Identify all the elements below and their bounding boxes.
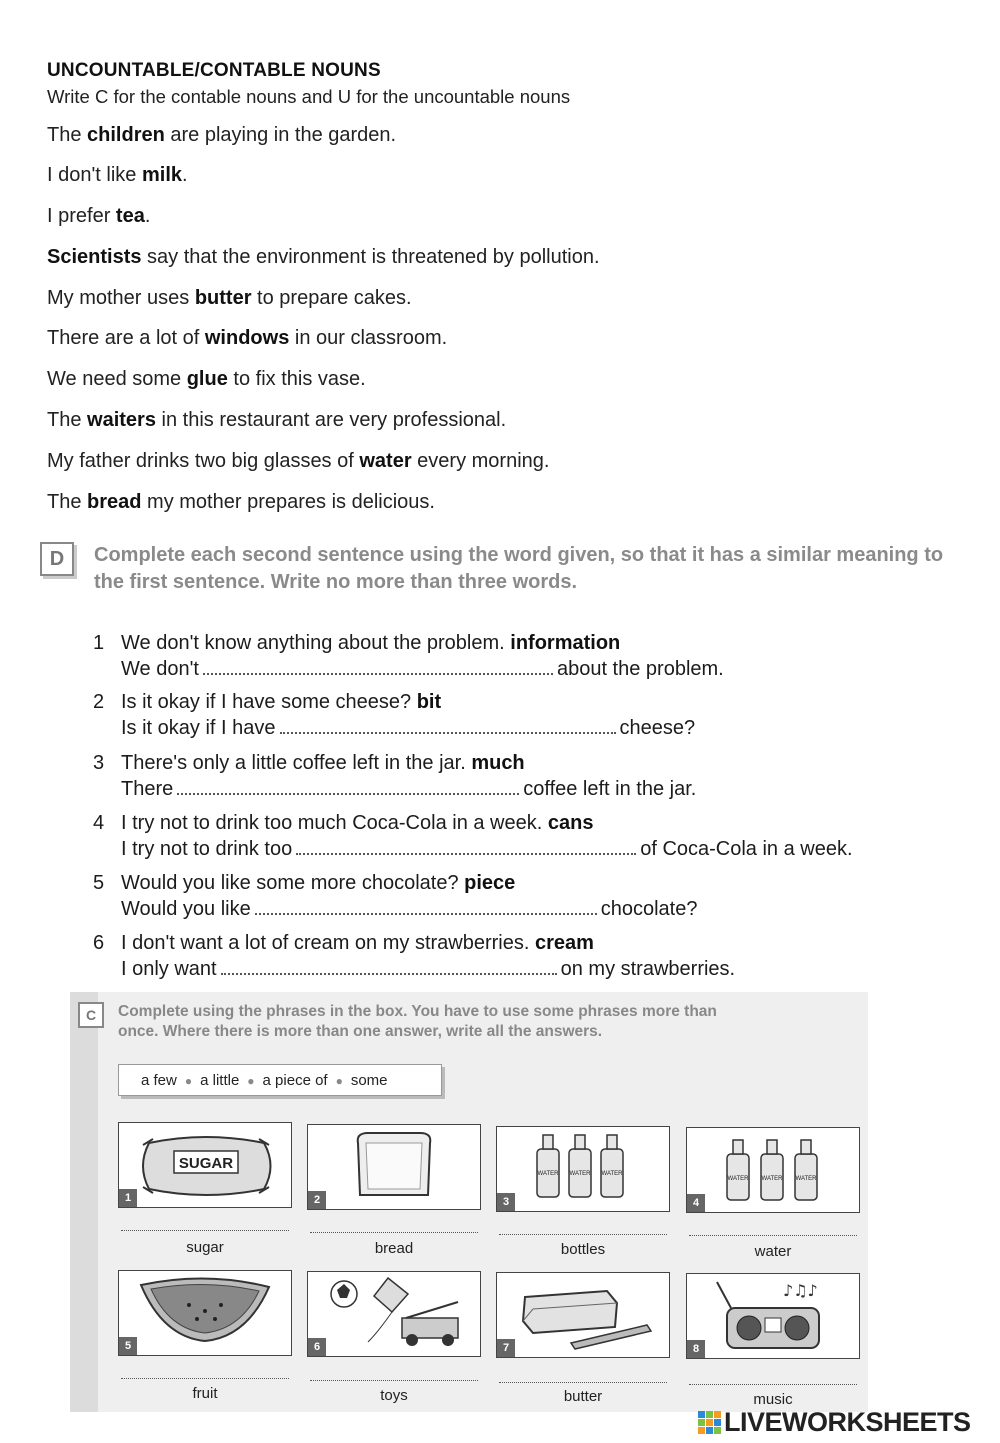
picture-number: 2 (308, 1191, 326, 1209)
item-number: 5 (93, 872, 105, 894)
answer-line[interactable] (310, 1232, 478, 1233)
bottle-label: WATER (569, 1171, 591, 1177)
logo-text: LIVEWORKSHEETS (724, 1407, 971, 1437)
target-noun: glue (186, 368, 228, 390)
picture-sugar (118, 1122, 292, 1208)
section-d-instruction: Complete each second sentence using the word given, so that it has a similar meaning to the first sentence. Write no more than three words. (94, 544, 944, 593)
sentence-7: We need some glue to fix this vase. (47, 368, 366, 390)
picture-number: 5 (119, 1337, 137, 1355)
picture-music (686, 1273, 860, 1359)
key-word: much (471, 752, 525, 774)
liveworksheets-logo[interactable] (698, 1407, 971, 1441)
picture-bread (307, 1124, 481, 1210)
key-word: cream (535, 932, 594, 954)
sentence-1: The children are playing in the garden. (47, 124, 397, 146)
page-binding-shadow (70, 992, 98, 1412)
picture-fruit (118, 1270, 292, 1356)
bottle-label: WATER (601, 1171, 623, 1177)
picture-butter (496, 1272, 670, 1358)
answer-line[interactable] (121, 1230, 289, 1231)
phrase: a piece of (262, 1072, 328, 1089)
sentence-8: The waiters in this restaurant are very professional. (47, 409, 507, 431)
answer-line[interactable] (499, 1234, 667, 1235)
target-noun: butter (194, 287, 252, 309)
picture-number: 1 (119, 1189, 137, 1207)
section-c-label: C (78, 1002, 104, 1028)
bottle-label: WATER (727, 1176, 749, 1182)
phrase: a few (141, 1072, 177, 1089)
key-word: cans (547, 812, 594, 834)
answer-line[interactable] (310, 1380, 478, 1381)
item-number: 2 (93, 691, 105, 713)
answer-line[interactable] (689, 1235, 857, 1236)
bottle-label: WATER (795, 1176, 817, 1182)
picture-label: music (753, 1391, 793, 1408)
phrase: some (350, 1072, 388, 1089)
svg-text:♪♫♪: ♪♫♪ (783, 1281, 818, 1300)
picture-label: water (754, 1243, 792, 1260)
instruction-text: Write C for the contable nouns and U for the uncountable nouns (47, 86, 571, 107)
answer-blank[interactable] (221, 959, 557, 975)
section-c-instruction: Complete using the phrases in the box. You have to use some phrases more than once. Where there is more than one answer, write all the answers. (118, 1003, 717, 1040)
picture-number: 7 (497, 1339, 515, 1357)
picture-label: sugar (186, 1239, 224, 1256)
sentence-10: The bread my mother prepares is delicious. (47, 491, 435, 513)
picture-label: fruit (192, 1385, 218, 1402)
item-number: 3 (93, 752, 105, 774)
picture-number: 4 (687, 1194, 705, 1212)
item-number: 4 (93, 812, 105, 834)
answer-line[interactable] (499, 1382, 667, 1383)
logo-icon (698, 1411, 722, 1435)
sentence-5: My mother uses butter to prepare cakes. (47, 287, 412, 309)
key-word: information (510, 632, 621, 654)
picture-water (686, 1127, 860, 1213)
sentence-4: Scientists say that the environment is threatened by pollution. (47, 246, 600, 268)
picture-bottles (496, 1126, 670, 1212)
phrase-box: a few ● a little ● a piece of ● some (118, 1064, 442, 1096)
sentence-9: My father drinks two big glasses of water every morning. (47, 450, 550, 472)
phrase: a little (200, 1072, 240, 1089)
target-noun: children (87, 124, 165, 146)
sentence-6: There are a lot of windows in our classroom. (47, 327, 448, 349)
target-noun: tea (115, 205, 145, 227)
picture-label: toys (380, 1387, 408, 1404)
answer-blank[interactable] (296, 839, 636, 855)
answer-line[interactable] (121, 1378, 289, 1379)
picture-label: bottles (560, 1241, 606, 1258)
target-noun: windows (204, 327, 290, 349)
target-noun: milk (141, 164, 183, 186)
picture-number: 6 (308, 1338, 326, 1356)
target-noun: waiters (87, 409, 156, 431)
answer-blank[interactable] (255, 899, 597, 915)
sentence-2: I don't like milk. (47, 164, 188, 186)
picture-label: butter (563, 1388, 603, 1405)
page-title: UNCOUNTABLE/CONTABLE NOUNS (47, 60, 381, 81)
picture-number: 3 (497, 1193, 515, 1211)
sentence-3: I prefer tea. (47, 205, 151, 227)
answer-blank[interactable] (203, 659, 553, 675)
sugar-sign: SUGAR (178, 1155, 234, 1172)
target-noun: water (359, 450, 412, 472)
section-d-label: D (40, 542, 74, 576)
picture-number: 8 (687, 1340, 705, 1358)
target-noun: bread (87, 491, 142, 513)
bottle-label: WATER (537, 1171, 559, 1177)
key-word: piece (464, 872, 516, 894)
answer-line[interactable] (689, 1384, 857, 1385)
key-word: bit (416, 691, 442, 713)
item-number: 6 (93, 932, 105, 954)
item-number: 1 (93, 632, 105, 654)
target-noun: Scientists (47, 246, 142, 268)
picture-toys (307, 1271, 481, 1357)
answer-blank[interactable] (177, 779, 519, 795)
picture-label: bread (374, 1240, 414, 1257)
answer-blank[interactable] (280, 718, 616, 734)
bottle-label: WATER (761, 1176, 783, 1182)
